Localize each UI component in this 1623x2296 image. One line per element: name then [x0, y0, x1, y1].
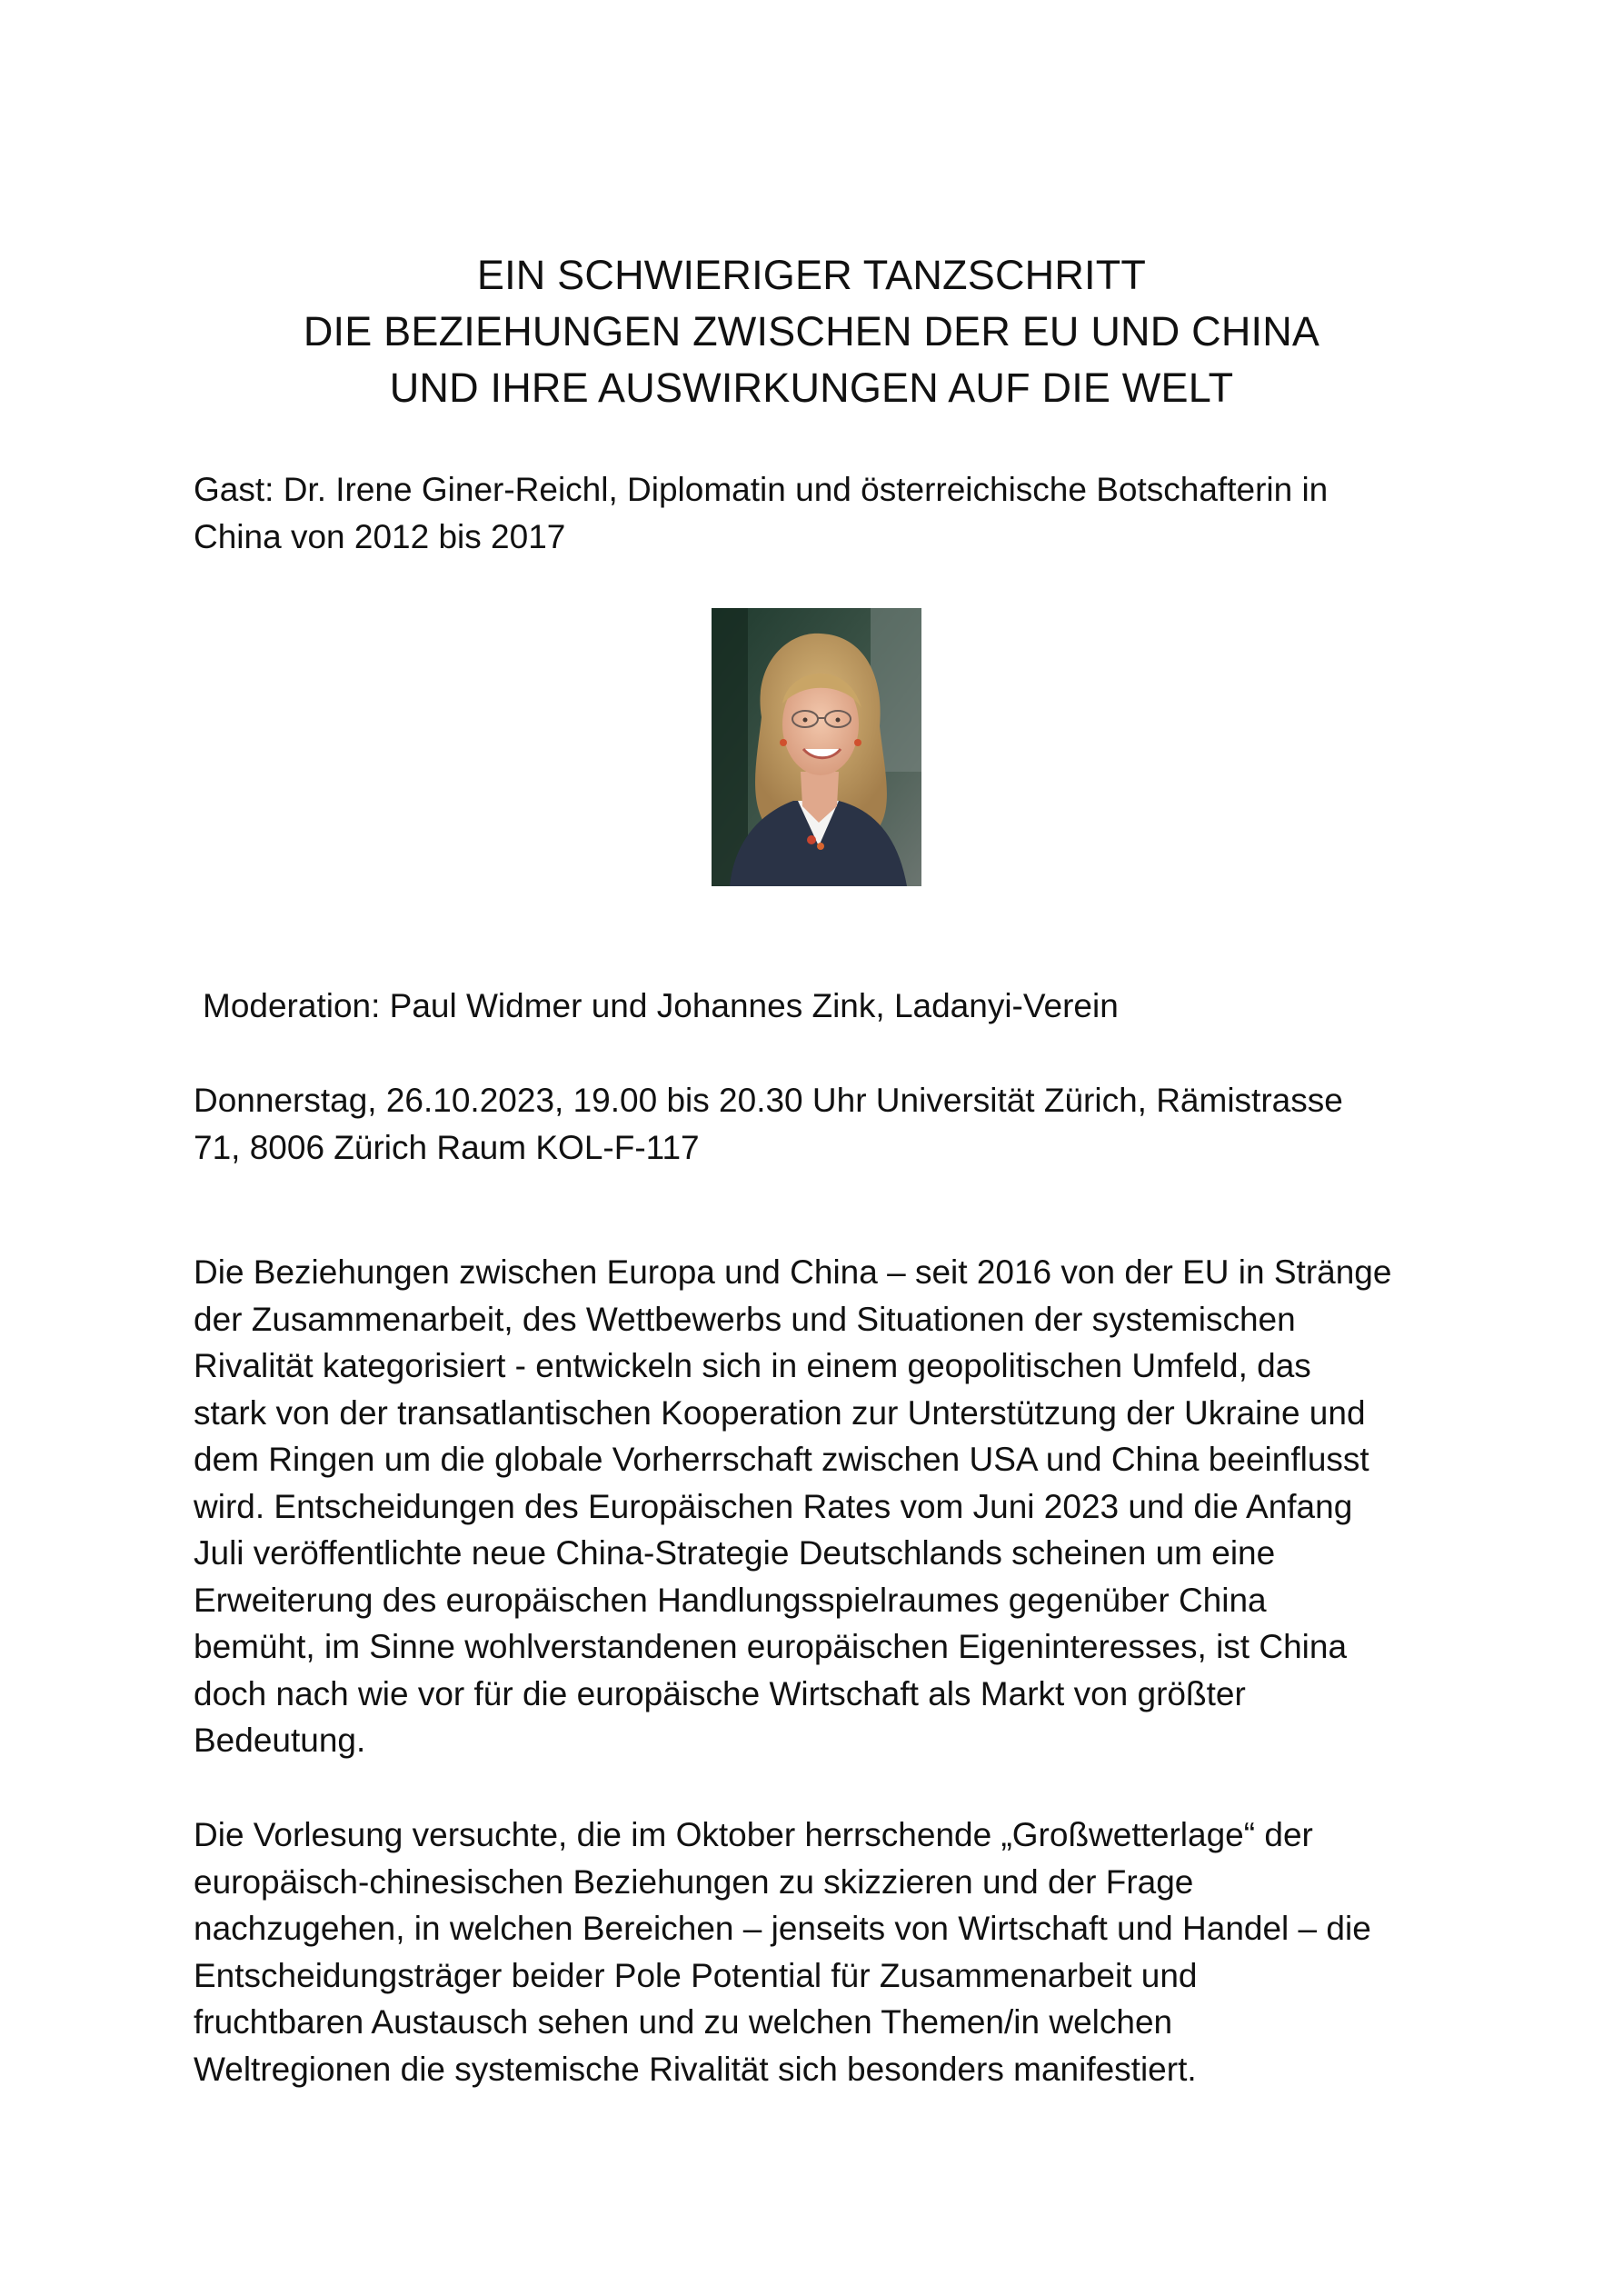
moderation-line: Moderation: Paul Widmer und Johannes Zink, Ladanyi-Verein: [203, 987, 1119, 1024]
paragraph-line: fruchtbaren Austausch sehen und zu welchen Themen/in welchen: [194, 2003, 1173, 2041]
paragraph-line: wird. Entscheidungen des Europäischen Rates vom Juni 2023 und die Anfang: [194, 1487, 1353, 1525]
title-line-3: UND IHRE AUSWIRKUNGEN AUF DIE WELT: [389, 364, 1234, 411]
paragraph-line: Erweiterung des europäischen Handlungsspielraumes gegenüber China: [194, 1581, 1267, 1619]
paragraph-line: Bedeutung.: [194, 1722, 366, 1759]
paragraph-line: bemüht, im Sinne wohlverstandenen europäischen Eigeninteresses, ist China: [194, 1628, 1348, 1665]
moderation-info: [203, 983, 1475, 1030]
guest-info: [194, 466, 1466, 560]
paragraph-line: Weltregionen die systemische Rivalität sich besonders manifestiert.: [194, 2050, 1197, 2088]
event-line-1: Donnerstag, 26.10.2023, 19.00 bis 20.30 Uhr Universität Zürich, Rämistrasse: [194, 1082, 1343, 1119]
portrait-photo: [712, 608, 921, 886]
paragraph-line: Die Vorlesung versuchte, die im Oktober herrschende „Großwetterlage“ der: [194, 1816, 1313, 1853]
guest-line-1: Gast: Dr. Irene Giner-Reichl, Diplomatin und österreichische Botschafterin in: [194, 471, 1329, 508]
paragraph-line: nachzugehen, in welchen Bereichen – jenseits von Wirtschaft und Handel – die: [194, 1910, 1371, 1947]
title-line-2: DIE BEZIEHUNGEN ZWISCHEN DER EU UND CHINA: [303, 308, 1320, 354]
event-line-2: 71, 8006 Zürich Raum KOL-F-117: [194, 1128, 700, 1166]
paragraph-line: dem Ringen um die globale Vorherrschaft zwischen USA und China beeinflusst: [194, 1441, 1369, 1478]
event-details: [194, 1077, 1466, 1171]
paragraph-line: der Zusammenarbeit, des Wettbewerbs und Situationen der systemischen: [194, 1300, 1296, 1338]
paragraph-line: Juli veröffentlichte neue China-Strategie Deutschlands scheinen um eine: [194, 1534, 1276, 1572]
paragraph-line: europäisch-chinesischen Beziehungen zu skizzieren und der Frage: [194, 1862, 1194, 1901]
description-paragraph-2: [194, 1812, 1466, 2092]
paragraph-line: Die Beziehungen zwischen Europa und China – seit 2016 von der EU in Stränge: [194, 1253, 1392, 1291]
description-paragraph-1: [194, 1249, 1466, 1764]
paragraph-line: Entscheidungsträger beider Pole Potential für Zusammenarbeit und: [194, 1956, 1198, 1994]
title-line-1: EIN SCHWIERIGER TANZSCHRITT: [476, 252, 1147, 298]
guest-line-2: China von 2012 bis 2017: [194, 517, 566, 555]
paragraph-line: Rivalität kategorisiert - entwickeln sich in einem geopolitischen Umfeld, das: [194, 1347, 1311, 1384]
paragraph-line: doch nach wie vor für die europäische Wirtschaft als Markt von größter: [194, 1674, 1246, 1712]
document-title: [0, 247, 1623, 416]
paragraph-line: stark von der transatlantischen Kooperation zur Unterstützung der Ukraine und: [194, 1393, 1366, 1432]
portrait-image: [712, 608, 921, 886]
